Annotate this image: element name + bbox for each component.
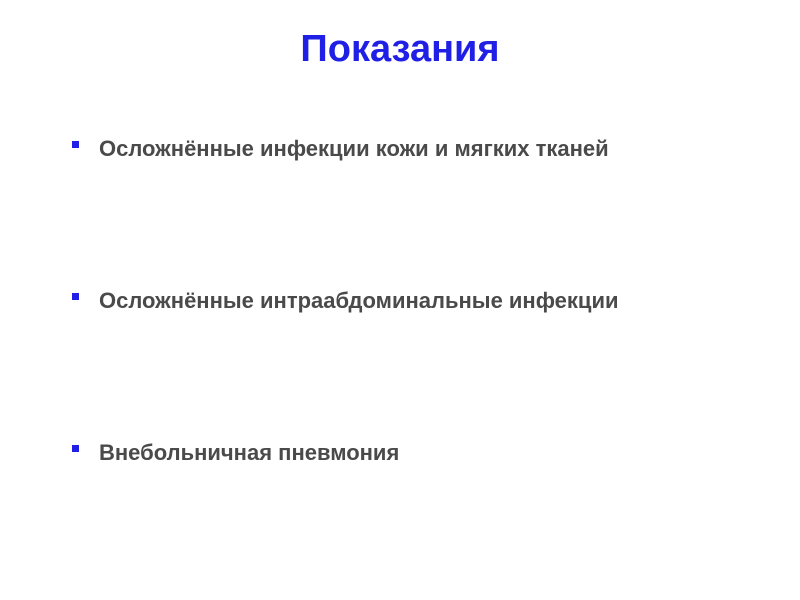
- square-bullet-icon: [72, 293, 79, 300]
- slide-title: Показания: [300, 28, 500, 70]
- bullet-text: Внебольничная пневмония: [99, 440, 400, 465]
- square-bullet-icon: [72, 445, 79, 452]
- square-bullet-icon: [72, 141, 79, 148]
- bullet-text: Осложнённые инфекции кожи и мягких тканей: [99, 136, 609, 161]
- bullet-text: Осложнённые интраабдоминальные инфекции: [99, 288, 619, 313]
